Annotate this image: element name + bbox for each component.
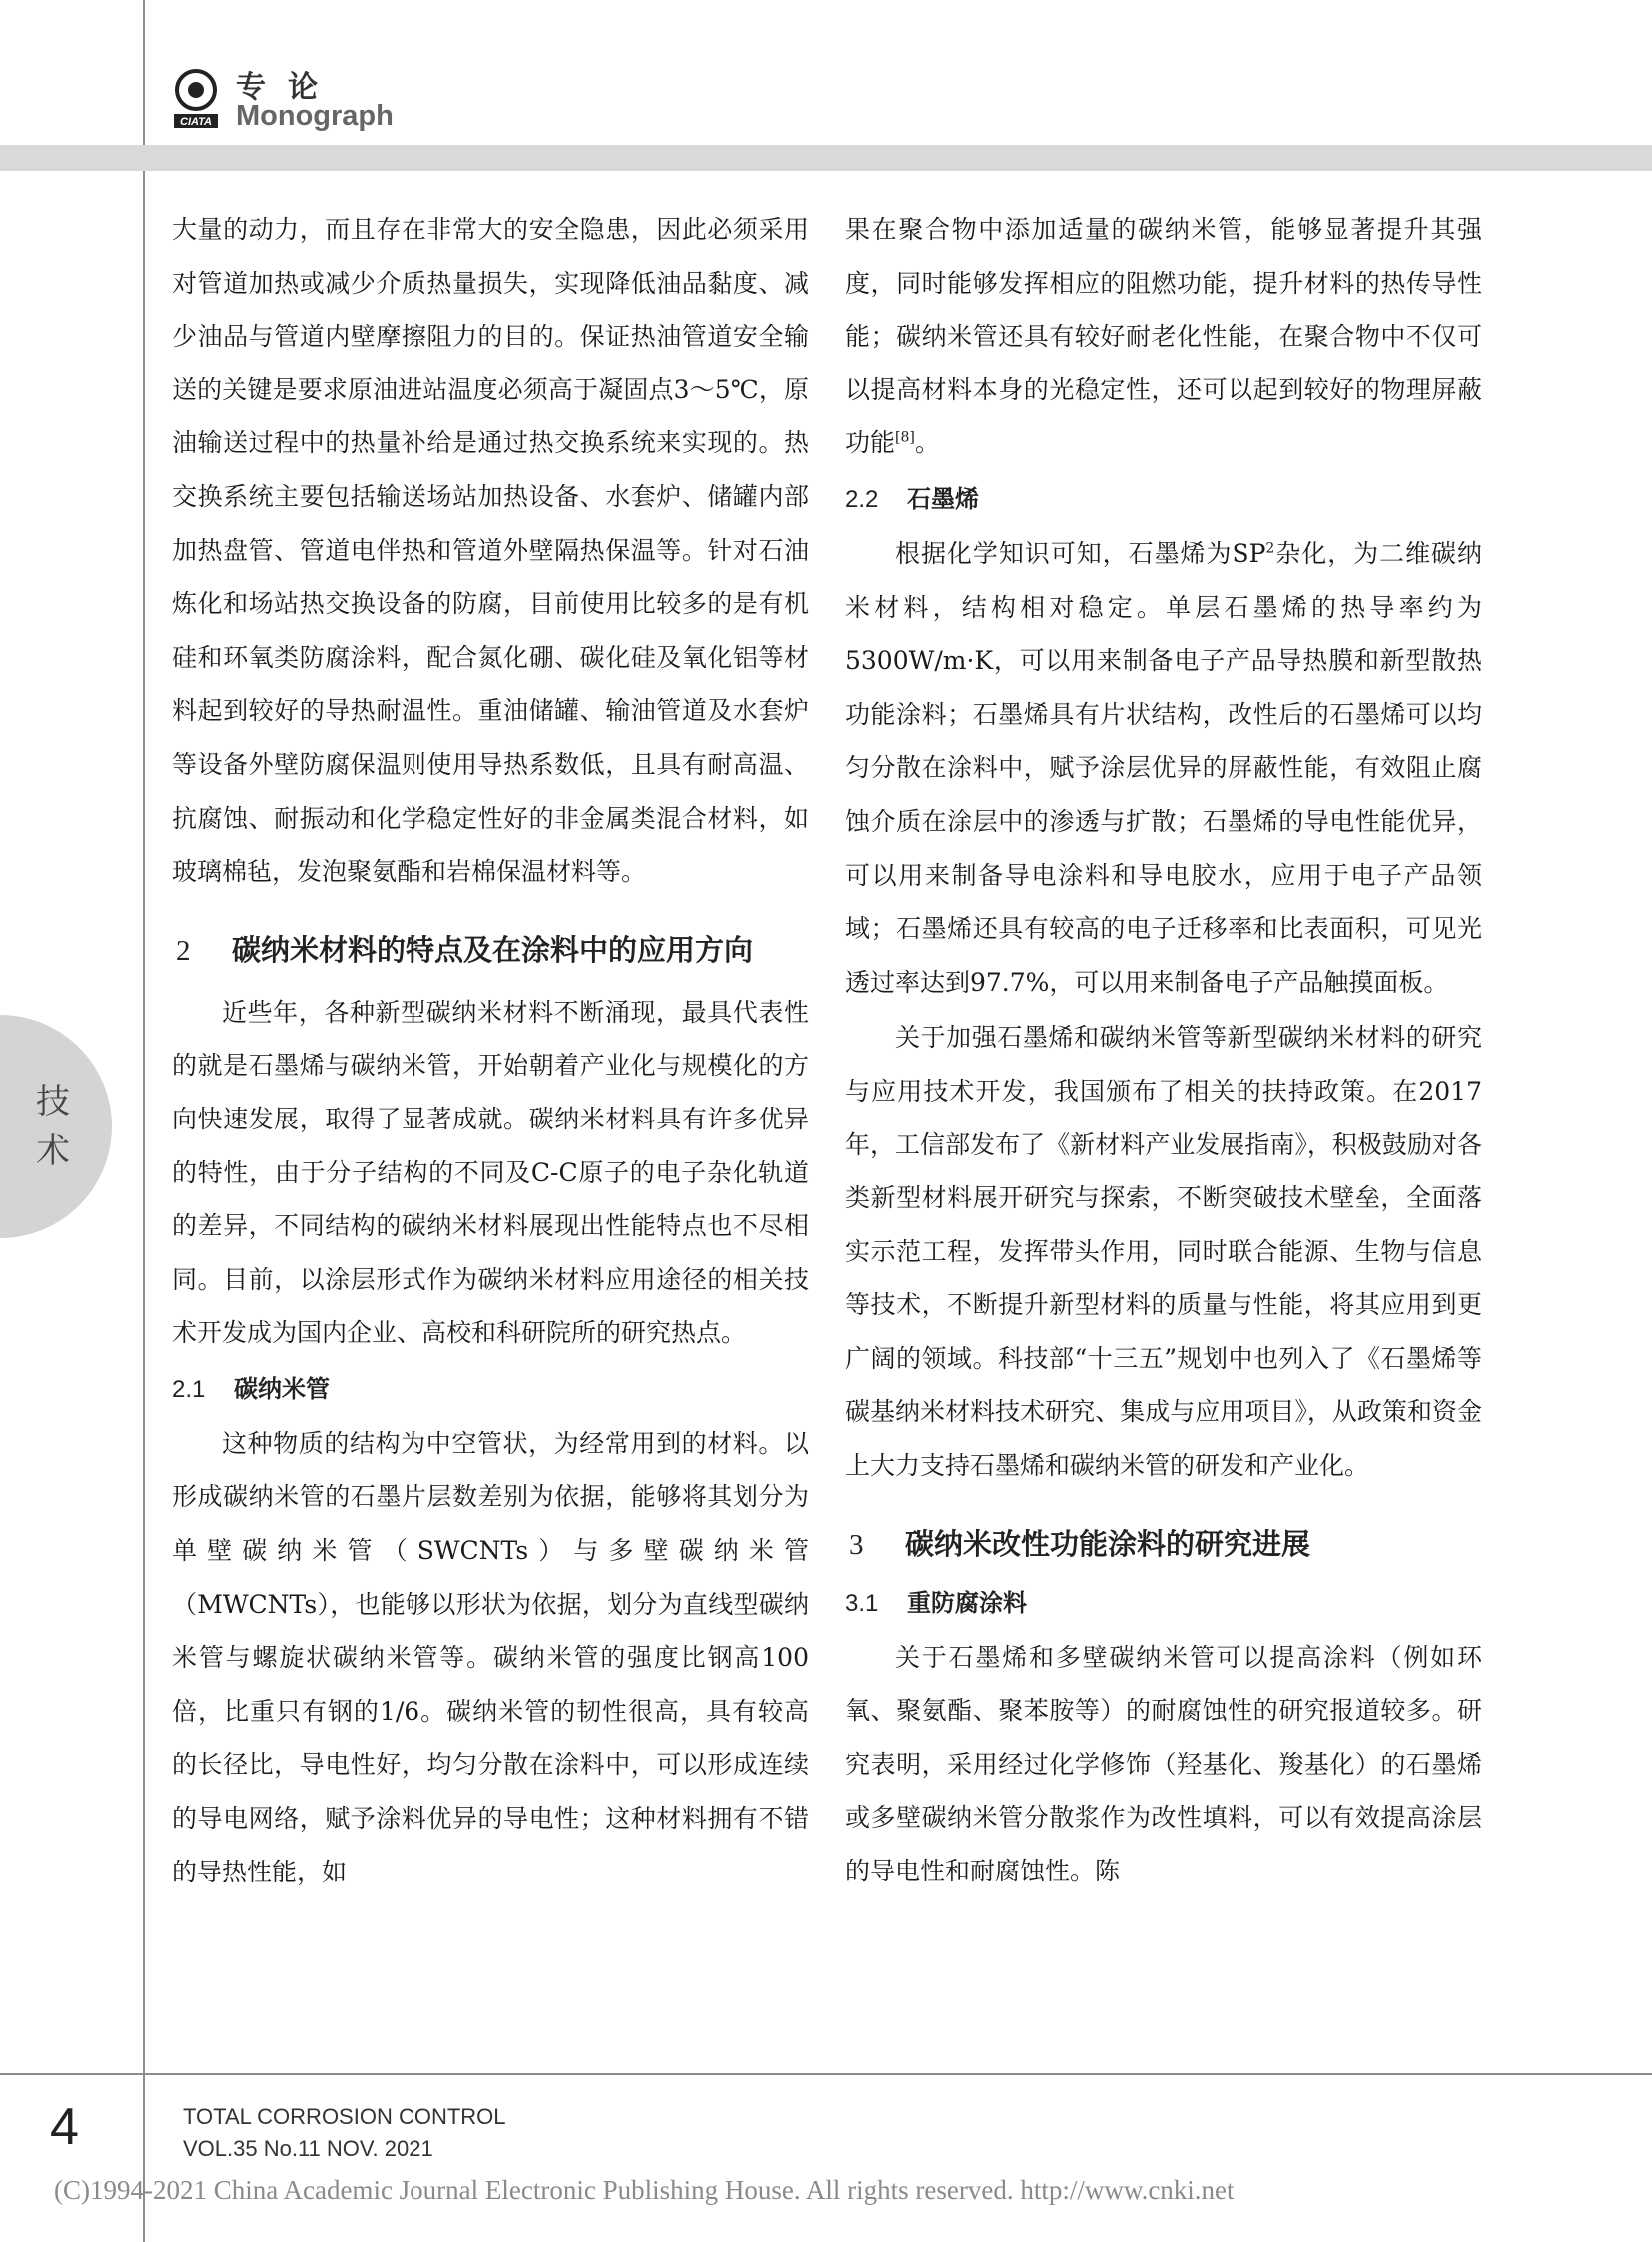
column-title: 专论 bbox=[236, 70, 340, 105]
subsection-title: 重防腐涂料 bbox=[907, 1588, 1027, 1617]
ciata-logo bbox=[172, 68, 220, 130]
paragraph: 关于加强石墨烯和碳纳米管等新型碳纳米材料的研究与应用技术开发，我国颁布了相关的扶持政策。在2017年，工信部发布了《新材料产业发展指南》，积极鼓励对各类新型材料展开研究与探索，不断突破技术壁垒，全面落实示范工程，发挥带头作用，同时联合能源、生物与信息等技术，不断提升新型材料的质量与性能，将其应用到更广阔的领域。科技部“十三五”规划中也列入了《石墨烯等碳基纳米材料技术研究、集成与应用项目》，从政策和资金上大力支持石墨烯和碳纳米管的研发和产业化。 bbox=[845, 1023, 1482, 1481]
paragraph: 关于石墨烯和多壁碳纳米管可以提高涂料（例如环氧、聚氨酯、聚苯胺等）的耐腐蚀性的研究报道较多。研究表明，采用经过化学修饰（羟基化、羧基化）的石墨烯或多壁碳纳米管分散浆作为改性填料，可以有效提高涂层的导电性和耐腐蚀性。陈 bbox=[845, 1642, 1482, 1886]
subsection-heading bbox=[172, 1366, 809, 1413]
section-heading bbox=[845, 1519, 1482, 1570]
side-tab bbox=[0, 1015, 112, 1238]
right-column bbox=[845, 203, 1482, 1900]
paragraph-end: 。 bbox=[914, 428, 940, 458]
section-number: 3 bbox=[849, 1528, 864, 1561]
paragraph-text: 杂化，为二维碳纳米材料，结构相对稳定。单层石墨烯的热导率约为5300W/m·K，可以用来制备电子产品导热膜和新型散热功能涂料；石墨烯具有片状结构，改性后的石墨烯可以均匀分散在涂料中，赋予涂层优异的屏蔽性能，有效阻止腐蚀介质在涂层中的渗透与扩散；石墨烯的导电性能优异，可以用来制备导电涂料和导电胶水，应用于电子产品领域；石墨烯还具有较高的电子迁移率和比表面积，可见光透过率达到97.7%，可以用来制备电子产品触摸面板。 bbox=[845, 538, 1482, 997]
page-number: 4 bbox=[50, 2098, 79, 2156]
column-title-en: Monograph bbox=[236, 100, 394, 132]
section-title: 碳纳米改性功能涂料的研究进展 bbox=[905, 1526, 1311, 1561]
section-heading bbox=[172, 925, 809, 976]
left-column bbox=[172, 203, 809, 1900]
subsection-number: 2.2 bbox=[845, 485, 879, 513]
section-number: 2 bbox=[176, 934, 191, 967]
footer-rule bbox=[0, 2073, 1652, 2075]
volume-info: VOL.35 No.11 NOV. 2021 bbox=[183, 2136, 433, 2161]
citation: [8] bbox=[895, 430, 915, 447]
paragraph-text: 根据化学知识可知，石墨烯为SP bbox=[895, 538, 1266, 568]
subsection-number: 2.1 bbox=[172, 1375, 206, 1403]
subsection-title: 碳纳米管 bbox=[234, 1374, 330, 1403]
paragraph-text: 果在聚合物中添加适量的碳纳米管，能够显著提升其强度，同时能够发挥相应的阻燃功能，提升材料的热传导性能；碳纳米管还具有较好耐老化性能，在聚合物中不仅可以提高材料本身的光稳定性，还可以起到较好的物理屏蔽功能 bbox=[845, 215, 1482, 458]
paragraph: 这种物质的结构为中空管状，为经常用到的材料。以形成碳纳米管的石墨片层数差别为依据，能够将其划分为单壁碳纳米管（SWCNTs）与多壁碳纳米管（MWCNTs），也能够以形状为依据，划分为直线型碳纳米管与螺旋状碳纳米管等。碳纳米管的强度比钢高100倍，比重只有钢的1/6。碳纳米管的韧性很高，具有较高的长径比，导电性好，均匀分散在涂料中，可以形成连续的导电网络，赋予涂料优异的导电性；这种材料拥有不错的导热性能，如 bbox=[172, 1428, 809, 1886]
side-tab-label: 技术 bbox=[36, 1082, 70, 1171]
header-band bbox=[0, 145, 1652, 171]
logo-text: CIATA bbox=[180, 116, 212, 128]
subsection-heading bbox=[845, 476, 1482, 523]
paragraph: 大量的动力，而且存在非常大的安全隐患，因此必须采用对管道加热或减少介质热量损失，实现降低油品黏度、减少油品与管道内壁摩擦阻力的目的。保证热油管道安全输送的关键是要求原油进站温度必须高于凝固点3～5℃，原油输送过程中的热量补给是通过热交换系统来实现的。热交换系统主要包括输送场站加热设备、水套炉、储罐内部加热盘管、管道电伴热和管道外壁隔热保温等。针对石油炼化和场站热交换设备的防腐，目前使用比较多的是有机硅和环氧类防腐涂料，配合氮化硼、碳化硅及氧化铝等材料起到较好的导热耐温性。重油储罐、输油管道及水套炉等设备外壁防腐保温则使用导热系数低，且具有耐高温、抗腐蚀、耐振动和化学稳定性好的非金属类混合材料，如玻璃棉毡，发泡聚氨酯和岩棉保温材料等。 bbox=[172, 215, 809, 887]
section-title: 碳纳米材料的特点及在涂料中的应用方向 bbox=[232, 932, 754, 967]
journal-name: TOTAL CORROSION CONTROL bbox=[183, 2104, 506, 2129]
journal-info bbox=[183, 2101, 506, 2165]
subsection-heading bbox=[845, 1580, 1482, 1627]
superscript: 2 bbox=[1265, 540, 1275, 557]
subsection-number: 3.1 bbox=[845, 1589, 879, 1617]
paragraph bbox=[845, 527, 1482, 1009]
paragraph bbox=[845, 203, 1482, 470]
subsection-title: 石墨烯 bbox=[907, 484, 979, 513]
margin-rule bbox=[143, 0, 145, 2242]
copyright-watermark: (C)1994-2021 China Academic Journal Electronic Publishing House. All rights reserved. http://www.cnki.net bbox=[54, 2175, 1235, 2205]
paragraph: 近些年，各种新型碳纳米材料不断涌现，最具代表性的就是石墨烯与碳纳米管，开始朝着产业化与规模化的方向快速发展，取得了显著成就。碳纳米材料具有许多优异的特性，由于分子结构的不同及C-C原子的电子杂化轨道的差异，不同结构的碳纳米材料展现出性能特点也不尽相同。目前，以涂层形式作为碳纳米材料应用途径的相关技术开发成为国内企业、高校和科研院所的研究热点。 bbox=[172, 997, 809, 1348]
